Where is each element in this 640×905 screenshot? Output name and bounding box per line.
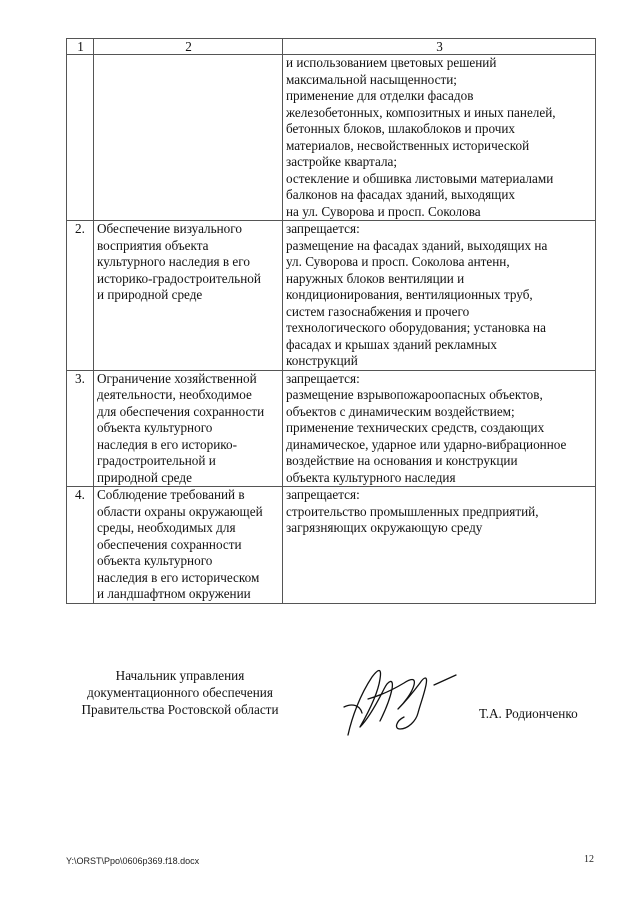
restrictions-cell	[283, 221, 596, 371]
table-row	[67, 370, 596, 487]
restriction-line: применение технических средств, создающих	[286, 420, 545, 435]
restriction-line: материалов, несвойственных исторической	[286, 137, 530, 153]
requirement-line: области охраны окружающей	[97, 503, 263, 519]
restriction-line: систем газоснабжения и прочего	[286, 303, 470, 319]
requirement-cell	[94, 370, 283, 487]
restriction-line: динамическое, ударное или ударно-вибрационное	[286, 436, 567, 452]
requirement-line: историко-градостроительной	[97, 270, 261, 286]
page-number: 12	[584, 854, 594, 865]
restriction-line: железобетонных, композитных и иных панелей,	[286, 104, 556, 120]
restriction-line: запрещается:	[286, 221, 360, 236]
requirement-cell	[94, 487, 283, 604]
requirement-cell	[94, 221, 283, 371]
restriction-line: застройке квартала;	[286, 154, 398, 169]
restriction-line: воздействие на основания и конструкции	[286, 453, 518, 468]
signatory-name: Т.А. Родионченко	[479, 706, 578, 721]
restriction-line: максимальной насыщенности;	[286, 71, 457, 87]
restriction-line: наружных блоков вентиляции и	[286, 270, 465, 286]
restriction-line: фасадах и крышах зданий рекламных	[286, 336, 497, 352]
table-row	[67, 487, 596, 604]
requirement-line: обеспечения сохранности	[97, 536, 242, 552]
restriction-line: остекление и обшивка листовыми материалами	[286, 170, 554, 186]
restriction-line: бетонных блоков, шлакоблоков и прочих	[286, 121, 516, 136]
requirement-line: наследия в его историческом	[97, 569, 260, 585]
requirement-line: среды, необходимых для	[97, 520, 236, 535]
requirement-line: градостроительной и	[97, 453, 216, 468]
requirement-line: объекта культурного	[97, 420, 213, 435]
requirement-cell	[94, 55, 283, 221]
header-col-3: 3	[283, 39, 596, 55]
row-number: 2.	[67, 221, 94, 371]
restrictions-cell	[283, 55, 596, 221]
signatory-title	[50, 667, 310, 718]
restriction-line: размещение взрывопожароопасных объектов,	[286, 387, 543, 402]
restriction-line: конструкций	[286, 353, 358, 368]
requirement-line: Обеспечение визуального	[97, 221, 242, 236]
signatory-title-line: документационного обеспечения	[87, 685, 273, 700]
restrictions-cell	[283, 370, 596, 487]
restriction-line: кондиционирования, вентиляционных труб,	[286, 287, 533, 302]
restriction-line: размещение на фасадах зданий, выходящих на	[286, 237, 548, 253]
signature-icon	[338, 655, 466, 747]
restriction-line: на ул. Суворова и просп. Соколова	[286, 203, 481, 219]
row-number	[67, 55, 94, 221]
restriction-line: запрещается:	[286, 370, 360, 386]
requirement-line: деятельности, необходимое	[97, 387, 252, 402]
header-col-2: 2	[94, 39, 283, 55]
table-header-row	[67, 39, 596, 55]
requirement-line: и ландшафтном окружении	[97, 586, 251, 601]
restriction-line: объекта культурного наследия	[286, 469, 456, 485]
requirement-line: восприятия объекта	[97, 237, 209, 253]
row-number: 4.	[67, 487, 94, 604]
restriction-line: балконов на фасадах зданий, выходящих	[286, 187, 515, 202]
restriction-line: объектов с динамическим воздействием;	[286, 403, 515, 419]
restrictions-cell	[283, 487, 596, 604]
requirement-line: природной среде	[97, 469, 192, 485]
requirement-line: культурного наследия в его	[97, 254, 250, 269]
requirement-line: и природной среде	[97, 287, 203, 302]
restriction-line: и использованием цветовых решений	[286, 55, 497, 70]
restriction-line: строительство промышленных предприятий,	[286, 503, 539, 519]
restrictions-table	[66, 38, 596, 604]
restriction-line: ул. Суворова и просп. Соколова антенн,	[286, 254, 510, 269]
requirement-line: объекта культурного	[97, 553, 213, 568]
signatory-title-line: Начальник управления	[115, 668, 245, 683]
restriction-line: загрязняющих окружающую среду	[286, 520, 483, 535]
restriction-line: применение для отделки фасадов	[286, 88, 474, 103]
footer-file-path: Y:\ORST\Ppo\0606p369.f18.docx	[66, 856, 200, 866]
restriction-line: технологического оборудования; установка на	[286, 320, 546, 335]
requirement-line: Соблюдение требований в	[97, 487, 245, 502]
requirement-line: Ограничение хозяйственной	[97, 370, 257, 386]
restriction-line: запрещается:	[286, 487, 360, 502]
requirement-line: наследия в его историко-	[97, 436, 237, 452]
table-row	[67, 55, 596, 221]
requirement-line: для обеспечения сохранности	[97, 403, 265, 419]
table-row	[67, 221, 596, 371]
header-col-1: 1	[67, 39, 94, 55]
signatory-title-line: Правительства Ростовской области	[81, 702, 279, 717]
row-number: 3.	[67, 370, 94, 487]
